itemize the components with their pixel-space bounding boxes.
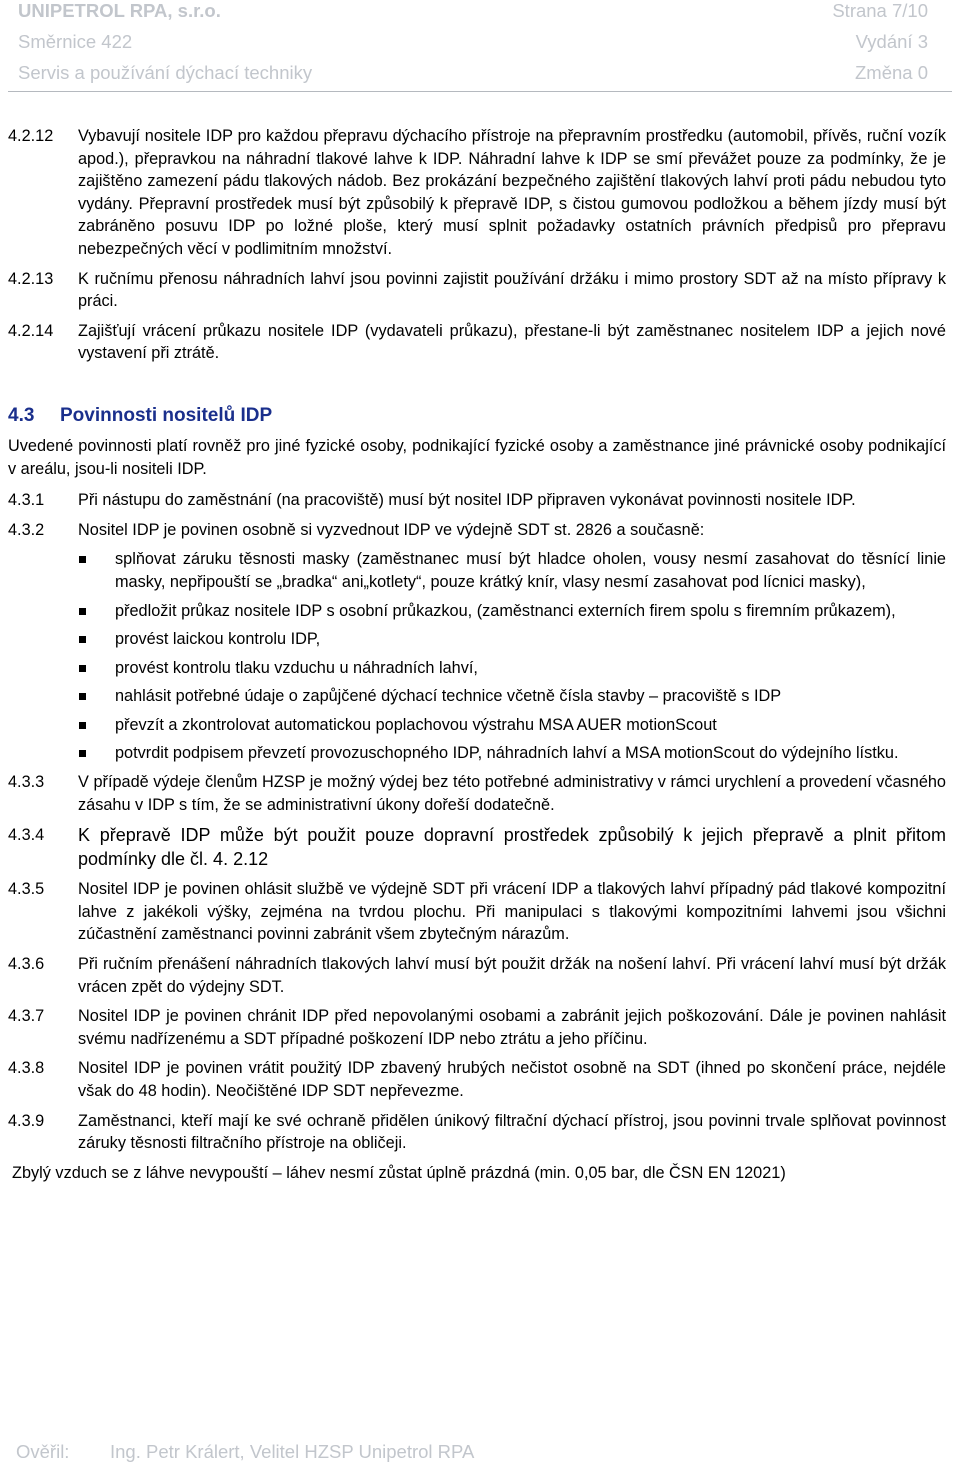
page-number: Strana 7/10 (832, 0, 928, 21)
item-number: 4.3.7 (8, 1007, 45, 1026)
item-text: Vybavují nositele IDP pro každou přepravu dýchacího přístroje na přepravním prostředku (automobil, přívěs, ruční vozík apod.), přepravkou na náhradní tlakové lahve k IDP. Náhradní lahve k IDP se smí převážet pouze za podmínky, že je zajištěno zamezení pádu tlakových nádob. Bez prokázání bezpečného zajištění tlakových lahví proti pádu nebudou tyto vydány. Přepravní prostředek musí být způsobilý k přepravě IDP, s čistou gumovou podložkou a během jízdy musí být zabráněno posuvu IDP po ložné ploše, který musí splnit požadavky ostatních právních předpisů pro přepravu nebezpečných věcí v podlimitním množství. (78, 127, 946, 258)
bullet-text: provést laickou kontrolu IDP, (115, 630, 321, 649)
item-number: 4.2.13 (8, 269, 54, 288)
page-footer (0, 1441, 960, 1465)
bullet-item (0, 742, 960, 765)
list-item (0, 320, 960, 365)
list-item (0, 1110, 960, 1155)
bullet-item (0, 657, 960, 680)
section-heading (0, 405, 960, 435)
item-number: 4.3.6 (8, 955, 45, 974)
bullet-item (0, 685, 960, 708)
item-number: 4.3.1 (8, 491, 45, 510)
item-text: Zaměstnanci, kteří mají ke své ochraně přidělen únikový filtrační dýchací přístroj, jsou povinni trvale splňovat povinnost záruky těsnosti filtračního přístroje na obličeji. (78, 1111, 946, 1153)
document-subject: Servis a používání dýchací techniky (18, 62, 313, 83)
document-body (0, 125, 960, 1184)
list-item (0, 878, 960, 946)
list-item (0, 489, 960, 512)
item-number: 4.3.8 (8, 1059, 45, 1078)
square-bullet-icon (79, 693, 86, 700)
square-bullet-icon (79, 608, 86, 615)
item-text: Nositel IDP je povinen osobně si vyzvednout IDP ve výdejně SDT st. 2826 a současně: (78, 520, 705, 539)
header-row-3 (8, 62, 952, 93)
item-text: V případě výdeje členům HZSP je možný výdej bez této potřebné administrativy v rámci urychlení a provedení včasného zásahu v IDP s tím, že se administrativní úkony dořeší dodatečně. (78, 773, 946, 814)
item-number: 4.3.2 (8, 520, 45, 539)
list-item (0, 125, 960, 261)
item-text: Při nástupu do zaměstnání (na pracoviště) musí být nositel IDP připraven vykonávat povinnosti nositele IDP. (78, 491, 856, 510)
company-name: UNIPETROL RPA, s.r.o. (18, 0, 221, 21)
square-bullet-icon (79, 665, 86, 672)
bullet-text: provést kontrolu tlaku vzduchu u náhradních lahví, (115, 658, 478, 677)
square-bullet-icon (79, 722, 86, 729)
bullet-item (0, 548, 960, 593)
list-item (0, 1005, 960, 1050)
square-bullet-icon (79, 750, 86, 757)
item-number: 4.2.12 (8, 127, 54, 145)
bullet-item (0, 628, 960, 651)
bullet-item (0, 600, 960, 623)
list-item (0, 519, 960, 542)
bullet-text: převzít a zkontrolovat automatickou poplachovou výstrahu MSA AUER motionScout (115, 715, 717, 734)
list-item (0, 268, 960, 313)
bullet-text: potvrdit podpisem převzetí provozuschopného IDP, náhradních lahví a MSA motionScout do výdejního lístku. (115, 744, 899, 763)
edition: Vydání 3 (855, 31, 928, 52)
list-item (0, 823, 960, 871)
directive-number: Směrnice 422 (18, 31, 133, 52)
section-title: Povinnosti nositelů IDP (60, 404, 273, 426)
page-header (8, 0, 952, 92)
header-divider (8, 91, 952, 92)
list-item (0, 771, 960, 816)
item-text: Nositel IDP je povinen ohlásit službě ve výdejně SDT při vrácení IDP a tlakových lahví případný pád tlakové kompozitní lahve z jakékoli výšky, zejména na tvrdou plochu. Při manipulaci s tlakovými kompozitními lahvemi jsou všichni zúčastnění zaměstnanci povinni zabránit všem zbytečným nárazům. (78, 880, 946, 944)
item-number: 4.3.4 (8, 826, 45, 845)
header-row-2 (8, 31, 952, 62)
section-intro: Uvedené povinnosti platí rovněž pro jiné fyzické osoby, podnikající fyzické osoby a zaměstnance jiné právnické osoby podnikající v areálu, jsou-li nositeli IDP. (8, 436, 946, 478)
change-number: Změna 0 (854, 62, 928, 83)
verifier-name: Ing. Petr Králert, Velitel HZSP Unipetrol RPA (110, 1441, 475, 1462)
closing-note: Zbylý vzduch se z láhve nevypouští – láhev nesmí zůstat úplně prázdná (min. 0,05 bar, dle ČSN EN 12021) (12, 1163, 786, 1182)
item-text: Nositel IDP je povinen vrátit použitý IDP zbavený hrubých nečistot osobně na SDT (ihned po skončení práce, nejdéle však do 48 hodin). Neočištěné IDP SDT nepřevezme. (78, 1059, 946, 1100)
item-text: K přepravě IDP může být použit pouze dopravní prostředek způsobilý k jejich přepravě a plnit přitom podmínky dle čl. 4. 2.12 (78, 825, 946, 870)
section-number: 4.3 (8, 404, 35, 426)
list-item (0, 953, 960, 998)
header-row-1 (8, 0, 952, 31)
bullet-text: nahlásit potřebné údaje o zapůjčené dýchací technice včetně čísla stavby – pracoviště s IDP (115, 687, 782, 706)
item-number: 4.2.14 (8, 321, 54, 340)
item-text: K ručnímu přenosu náhradních lahví jsou povinni zajistit používání držáku i mimo prostory SDT až na místo přípravy k práci. (78, 269, 946, 311)
bullet-text: splňovat záruku těsnosti masky (zaměstnanec musí být hladce oholen, vousy nesmí zasahovat do těsnící linie masky, nepřipouští se „bradka“ ani„kotlety“, pouze krátký knír, vlasy nesmí zasahovat pod lícnici masky), (115, 550, 946, 591)
bullet-text: předložit průkaz nositele IDP s osobní průkazkou, (zaměstnanci externích firem spolu s firemním průkazem), (115, 601, 896, 620)
item-text: Nositel IDP je povinen chránit IDP před nepovolanými osobami a zabránit jejich poškozování. Dále je povinen nahlásit svému nadřízenému a SDT případné poškození IDP nebo ztrátu a jeho příčinu. (78, 1007, 946, 1048)
item-number: 4.3.9 (8, 1111, 45, 1130)
bullet-item (0, 714, 960, 737)
item-text: Zajišťují vrácení průkazu nositele IDP (vydavateli průkazu), přestane-li být zaměstnanec nositelem IDP a jejich nové vystavení při ztrátě. (78, 321, 946, 363)
item-number: 4.3.3 (8, 773, 45, 792)
list-item (0, 1057, 960, 1102)
square-bullet-icon (79, 556, 86, 563)
verified-label: Ověřil: (16, 1441, 70, 1462)
square-bullet-icon (79, 636, 86, 643)
item-text: Při ručním přenášení náhradních tlakových lahví musí být použit držák na nošení lahví. Při vrácení lahví musí být držák vrácen zpět do výdejny SDT. (78, 955, 946, 996)
item-number: 4.3.5 (8, 880, 45, 899)
